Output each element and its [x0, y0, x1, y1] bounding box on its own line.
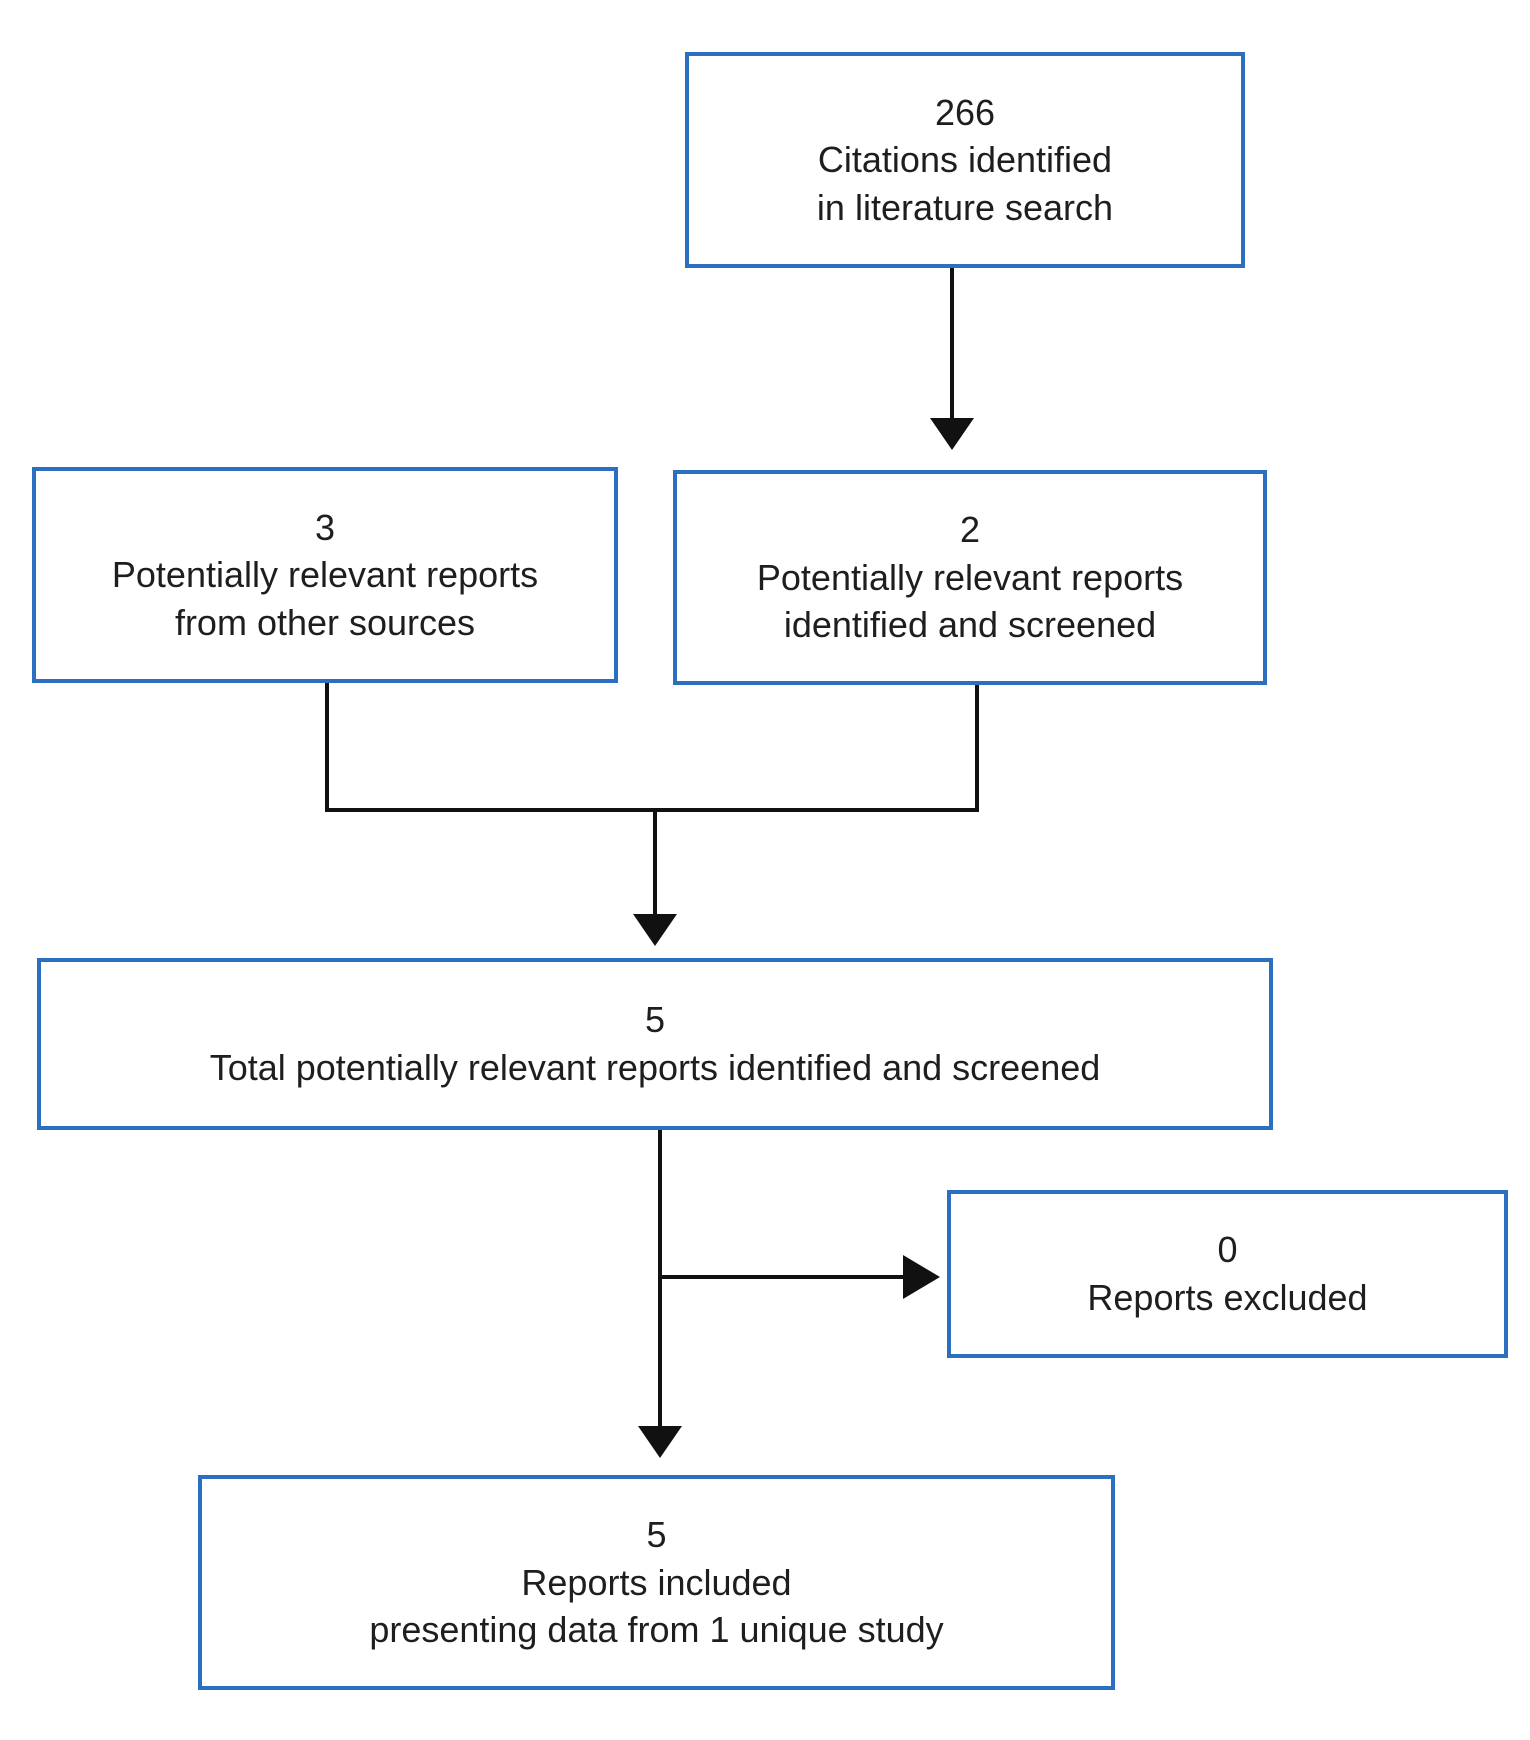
total-count: 5: [644, 999, 666, 1041]
box-reports-included: [198, 1475, 1115, 1690]
screened-count: 2: [959, 509, 981, 551]
box-reports-excluded: [947, 1190, 1508, 1358]
arrow-right-total-to-excluded: [658, 1255, 940, 1299]
box-citations-identified: [685, 52, 1245, 268]
excluded-line-1: Reports excluded: [1087, 1277, 1368, 1318]
included-line-1: Reports included: [521, 1561, 792, 1603]
other-sources-line-2: from other sources: [174, 601, 476, 643]
arrow-down-total-to-included: [638, 1130, 682, 1458]
arrow-down-citations-to-screened: [930, 268, 974, 450]
other-sources-count: 3: [314, 506, 336, 548]
citations-line-2: in literature search: [816, 186, 1114, 228]
screened-line-2: identified and screened: [783, 604, 1157, 646]
other-sources-line-1: Potentially relevant reports: [111, 554, 539, 596]
total-line-1: Total potentially relevant reports identified and screened: [209, 1047, 1101, 1088]
citations-line-1: Citations identified: [817, 139, 1113, 181]
screened-line-1: Potentially relevant reports: [756, 556, 1184, 598]
connector-merge-to-total: [325, 683, 979, 946]
box-other-sources: [32, 467, 618, 683]
box-identified-screened: [673, 470, 1267, 685]
included-count: 5: [646, 1514, 667, 1556]
box-total-screened: [37, 958, 1273, 1130]
citations-count: 266: [934, 91, 996, 133]
excluded-count: 0: [1217, 1229, 1238, 1271]
included-line-2: presenting data from 1 unique study: [369, 1609, 944, 1651]
